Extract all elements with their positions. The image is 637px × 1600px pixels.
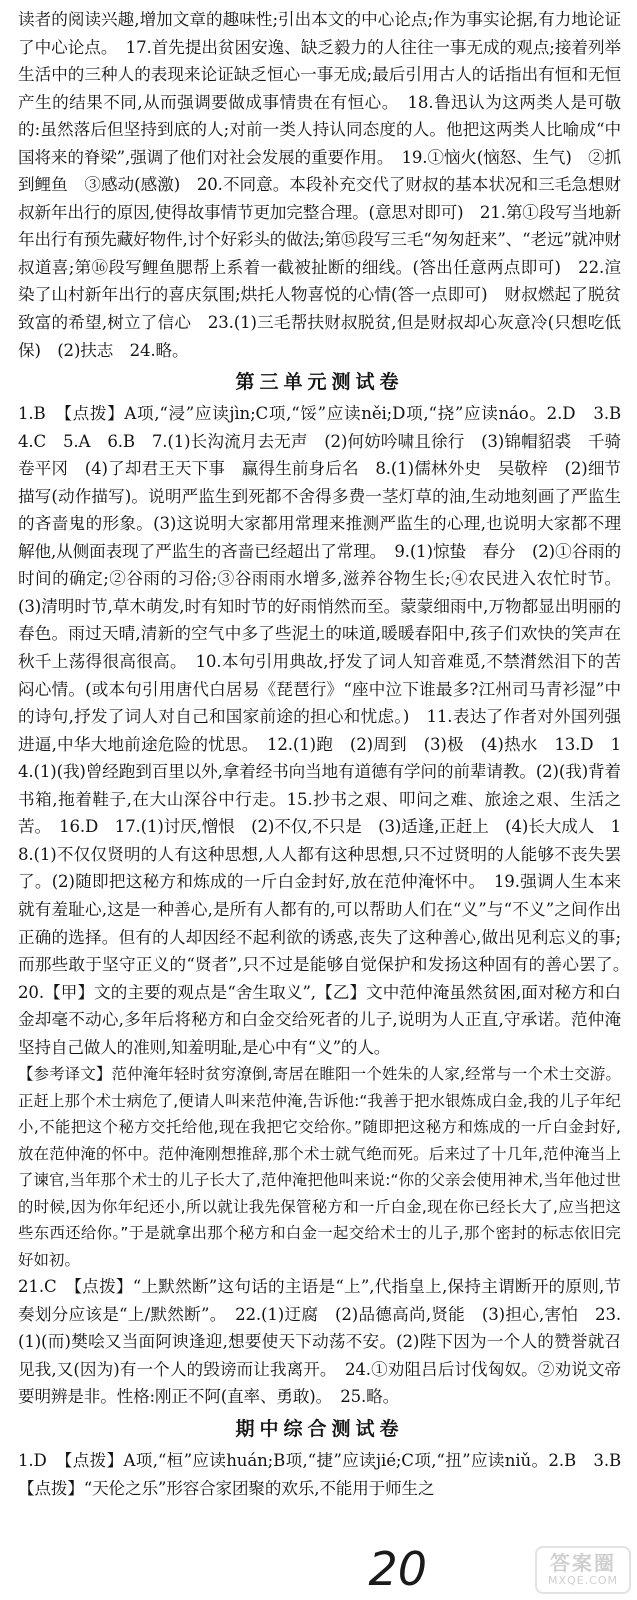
- answer-content: [18, 6, 637, 1502]
- reference-translation: 【参考译文】范仲淹年轻时贫穷潦倒,寄居在睢阳一个姓朱的人家,经常与一个术士交游。正赶上那个术士病危了,便请人叫来范仲淹,告诉他:“我善于把水银炼成白金,我的儿子年纪小,不能把这个秘方交托给他,现在我把它交给你。”随即把这秘方和炼成的一斤白金封好,放在范仲淹的怀中。范仲淹刚想推辞,那个术士就气绝而死。后来过了十几年,范仲淹当上了谏官,当年那个术士的儿子长大了,范仲淹把他叫来说:“你的父亲会使用神术,当年他过世的时候,因为你年纪还小,所以就让我先保管秘方和一斤白金,现在你已经长大了,应当把这些东西还给你。”于是就拿出那个秘方和白金一起交给术士的儿子,那个密封的标志依旧完好如初。: [18, 1065, 621, 1269]
- watermark-url: MXQE.COM: [548, 1574, 618, 1587]
- answer-paragraph: 21.C 【点拨】“上默然断”这句话的主语是“上”,代指皇上,保持主谓断开的原则,节奏划分应该是“上/默然断”。 22.(1)迂腐 (2)品德高尚,贤能 (3)担心,害怕 23.(1)(而)樊哙又当面阿谀逢迎,想要使天下动荡不安。(2)陛下因为一个人的赞誉就召见我,又(因为)有一个人的毁谤而让我离开。 24.①劝阻吕后讨伐匈奴。②劝说文帝要明辨是非。性格:刚正不阿(直率、勇敢)。 25.略。: [18, 1277, 621, 1407]
- answer-paragraph: 1.B 【点拨】A项,“浸”应读jìn;C项,“馁”应读něi;D项,“挠”应读náo。2.D 3.B 4.C 5.A 6.B 7.(1)长沟流月去无声 (2)何妨吟啸且徐行 (3)锦帽貂裘 千骑卷平冈 (4)了却君王天下事 赢得生前身后名 8.(1)儒林外史 吴敬梓 (2)细节描写(动作描写)。说明严监生到死都不舍得多费一茎灯草的油,生动地刻画了严监生的吝啬鬼的形象。(3)这说明大家都用常理来推测严监生的心理,也说明大家都不理解他,从侧面表现了严监生的吝啬已经超出了常理。 9.(1)惊蛰 春分 (2)①谷雨的时间的确定;②谷雨的习俗;③谷雨雨水增多,滋养谷物生长;④农民进入农忙时节。(3)清明时节,草木萌发,时有知时节的好雨悄然而至。蒙蒙细雨中,万物都显出明丽的春色。雨过天晴,清新的空气中多了些泥土的味道,暖暖春阳中,孩子们欢快的笑声在秋千上荡得很高很高。 10.本句引用典故,抒发了词人知音难觅,不禁潸然泪下的苦闷心情。(或本句引用唐代白居易《琵琶行》“座中泣下谁最多?江州司马青衫湿”中的诗句,抒发了词人对自己和国家前途的担心和忧虑。) 11.表达了作者对外国列强进逼,中华大地前途危险的忧思。 12.(1)跑 (2)周到 (3)极 (4)热水 13.D 14.(1)(我)曾经跑到百里以外,拿着经书向当地有道德有学问的前辈请教。(2)(我)背着书箱,拖着鞋子,在大山深谷中行走。15.抄书之艰、叩问之难、旅途之艰、生活之苦。 16.D 17.(1)讨厌,憎恨 (2)不仅,不只是 (3)适逢,正赶上 (4)长大成人 18.(1)不仅仅贤明的人有这种思想,人人都有这种思想,只不过贤明的人能够不丧失罢了。(2)随即把这秘方和炼成的一斤白金封好,放在范仲淹怀中。 19.强调人生本来就有羞耻心,这是一种善心,是所有人都有的,可以帮助人们在“义”与“不义”之间作出正确的选择。但有的人却因经不起利欲的诱惑,丧失了这种善心,做出见利忘义的事;而那些敢于坚守正义的“贤者”,只不过是能够自觉保护和发扬这种固有的善心罢了。 20.【甲】文的主要的观点是“舍生取义”,【乙】文中范仲淹虽然贫困,面对秘方和白金却毫不动心,多年后将秘方和白金交给死者的儿子,说明为人正直,守承诺。范仲淹坚持自己做人的准则,知羞明耻,是心中有“义”的人。: [18, 404, 637, 1057]
- page-number: 20: [368, 1542, 427, 1596]
- site-watermark: [535, 1546, 631, 1594]
- answer-paragraph: 读者的阅读兴趣,增加文章的趣味性;引出本文的中心论点;作为事实论据,有力地论证了中心论点。 17.首先提出贫困安逸、缺乏毅力的人往往一事无成的观点;接着列举生活中的三种人的表现来论证缺乏恒心一事无成;最后引用古人的话指出有恒和无恒产生的结果不同,从而强调要做成事情贵在有恒心。 18.鲁迅认为这两类人是可敬的:虽然落后但坚持到底的人;对前一类人持认同态度的人。他把这两类人比喻成“中国将来的脊梁”,强调了他们对社会发展的重要作用。 19.①恼火(恼怒、生气) ②抓到鲤鱼 ③感动(感激) 20.不同意。本段补充交代了财叔的基本状况和三毛急想财叔新年出行的原因,使得故事情节更加完整合理。(意思对即可) 21.第①段写当地新年出行有预先藏好物件,讨个好彩头的做法;第⑮段写三毛“匆匆赶来”、“老远”就冲财叔道喜;第⑯段写鲤鱼腮帮上系着一截被扯断的细线。(答出任意两点即可) 22.渲染了山村新年出行的喜庆氛围;烘托人物喜悦的心情(答一点即可) 财叔燃起了脱贫致富的希望,树立了信心 23.(1)三毛帮扶财叔脱贫,但是财叔却心灰意冷(只想吃低保) (2)扶志 24.略。: [18, 10, 621, 360]
- answer-paragraph: 1.D 【点拨】A项,“桓”应读huán;B项,“捷”应读jié;C项,“扭”应读niǔ。2.B 3.B 【点拨】“天伦之乐”形容合家团聚的欢乐,不能用于师生之: [18, 1450, 637, 1498]
- section-heading: 期中综合测试卷: [235, 1417, 404, 1440]
- watermark-logo-text: 答案圈: [550, 1551, 616, 1575]
- section-heading: 第三单元测试卷: [235, 371, 404, 394]
